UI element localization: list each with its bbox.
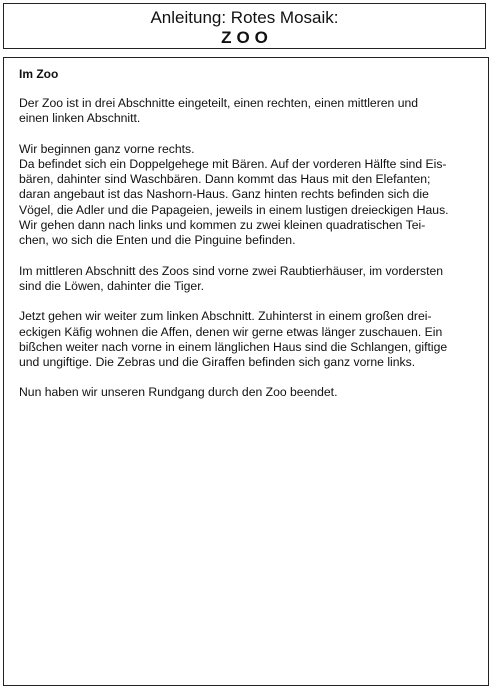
text-line: Nun haben wir unseren Rundgang durch den Zoo beendet. xyxy=(19,385,338,400)
text-line: Der Zoo ist in drei Abschnitte eingeteilt, einen rechten, einen mittleren und xyxy=(19,96,419,110)
header-box xyxy=(3,3,486,49)
paragraph-middle-section xyxy=(19,264,472,295)
text-line: daran angebaut ist das Nashorn-Haus. Ganz hinten rechts befinden sich die xyxy=(19,187,429,202)
paragraph-intro xyxy=(19,96,472,127)
page-subtitle: ZOO xyxy=(221,28,273,47)
text-line: Wir gehen dann nach links und kommen zu zwei kleinen quadratischen Tei- xyxy=(19,218,426,233)
text-line: und ungiftige. Die Zebras und die Giraffen befinden sich ganz vorne links. xyxy=(19,355,416,370)
text-line: Jetzt gehen wir weiter zum linken Abschnitt. Zuhinterst in einem großen drei- xyxy=(19,309,432,324)
document-body xyxy=(3,57,489,686)
text-line: einen linken Abschnitt. xyxy=(19,111,141,126)
section-heading: Im Zoo xyxy=(19,67,59,81)
text-line: bißchen weiter nach vorne in einem länglichen Haus sind die Schlangen, giftige xyxy=(19,339,448,354)
text-line: Wir beginnen ganz vorne rechts. xyxy=(19,141,195,156)
paragraph-right-section xyxy=(19,142,472,249)
text-line: Im mittleren Abschnitt des Zoos sind vorne zwei Raubtierhäuser, im vordersten xyxy=(19,263,444,278)
text-line: eckigen Käfig wohnen die Affen, denen wir gerne etwas länger zuschauen. Ein xyxy=(19,324,443,339)
text-line: Vögel, die Adler und die Papageien, jeweils in einem lustigen dreieckigen Haus. xyxy=(19,202,449,217)
text-line: sind die Löwen, dahinter die Tiger. xyxy=(19,278,204,293)
text-line: Da befindet sich ein Doppelgehege mit Bären. Auf der vorderen Hälfte sind Eis- xyxy=(19,156,447,171)
paragraph-left-section xyxy=(19,309,472,370)
page-title: Anleitung: Rotes Mosaik: xyxy=(150,8,339,27)
paragraph-conclusion xyxy=(19,385,472,400)
text-line: bären, dahinter sind Waschbären. Dann kommt das Haus mit den Elefanten; xyxy=(19,172,431,187)
text-line: chen, wo sich die Enten und die Pinguine befinden. xyxy=(19,233,296,248)
